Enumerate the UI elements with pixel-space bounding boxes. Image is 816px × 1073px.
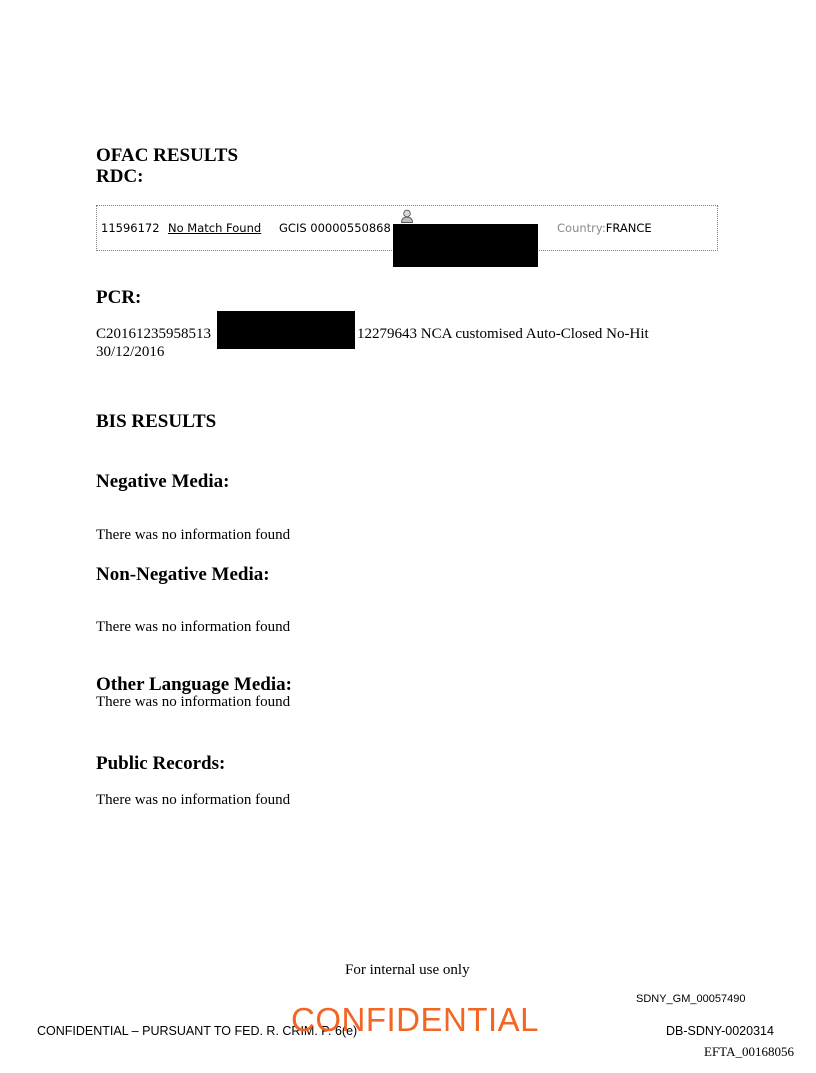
public-records-heading: Public Records: bbox=[96, 753, 226, 774]
negative-media-result: There was no information found bbox=[96, 527, 291, 543]
confidential-stamp: CONFIDENTIAL bbox=[291, 1001, 540, 1038]
bates-db-sdny: DB-SDNY-0020314 bbox=[666, 1024, 774, 1038]
pcr-heading: PCR: bbox=[96, 287, 142, 308]
public-records-result: There was no information found bbox=[96, 792, 291, 808]
person-icon bbox=[400, 209, 414, 223]
bates-sdny-gm: SDNY_GM_00057490 bbox=[636, 993, 746, 1005]
no-match-found-link[interactable]: No Match Found bbox=[168, 221, 262, 235]
redaction-block-rdc bbox=[393, 224, 538, 267]
other-language-media-result: There was no information found bbox=[96, 694, 291, 710]
pcr-date: 30/12/2016 bbox=[96, 344, 165, 360]
non-negative-media-result: There was no information found bbox=[96, 619, 291, 635]
non-negative-media-heading: Non-Negative Media: bbox=[96, 564, 270, 585]
redaction-block-pcr bbox=[217, 311, 355, 349]
other-language-media-heading: Other Language Media: bbox=[96, 674, 292, 695]
pcr-case-id: C20161235958513 bbox=[96, 326, 212, 342]
country-label: Country: bbox=[557, 221, 606, 235]
negative-media-heading: Negative Media: bbox=[96, 471, 230, 492]
country-field bbox=[557, 221, 652, 235]
rdc-heading: RDC: bbox=[96, 166, 144, 187]
internal-use-note: For internal use only bbox=[345, 962, 470, 978]
gcis-number: GCIS 00000550868 bbox=[279, 221, 391, 235]
confidential-legal-notice: CONFIDENTIAL – PURSUANT TO FED. R. CRIM. P. 6(e) bbox=[37, 1024, 358, 1038]
rdc-record-id: 11596172 bbox=[101, 221, 160, 235]
ofac-results-heading: OFAC RESULTS bbox=[96, 145, 239, 166]
bates-efta: EFTA_00168056 bbox=[704, 1044, 794, 1059]
country-value: FRANCE bbox=[605, 221, 652, 235]
pcr-details: 12279643 NCA customised Auto-Closed No-Hit bbox=[357, 326, 649, 342]
bis-results-heading: BIS RESULTS bbox=[96, 411, 217, 432]
